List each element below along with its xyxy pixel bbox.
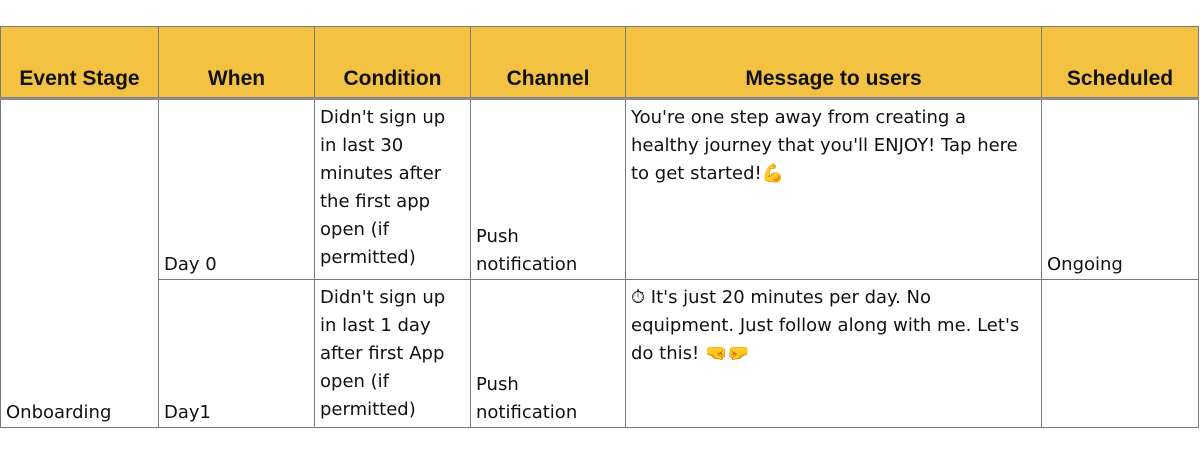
header-condition[interactable]: Condition — [315, 27, 471, 99]
cell-channel[interactable]: Push notification — [471, 280, 626, 428]
header-event-stage[interactable]: Event Stage — [1, 27, 159, 99]
cell-event-stage[interactable]: Onboarding — [1, 280, 159, 428]
cell-channel[interactable]: Push notification — [471, 99, 626, 280]
cell-scheduled[interactable]: Ongoing — [1042, 99, 1199, 280]
table-row — [1, 99, 1199, 280]
cell-condition[interactable]: Didn't sign up in last 1 day after first App open (if permitted) — [315, 280, 471, 428]
cell-event-stage[interactable] — [1, 99, 159, 280]
header-message[interactable]: Message to users — [626, 27, 1042, 99]
cell-message[interactable]: You're one step away from creating a healthy journey that you'll ENJOY! Tap here to get started!💪 — [626, 99, 1042, 280]
cell-condition[interactable]: Didn't sign up in last 30 minutes after the first app open (if permitted) — [315, 99, 471, 280]
cell-when[interactable]: Day 0 — [159, 99, 315, 280]
cell-scheduled[interactable] — [1042, 280, 1199, 428]
cell-message[interactable]: ⏱ It's just 20 minutes per day. No equipment. Just follow along with me. Let's do this! 🤜🤛 — [626, 280, 1042, 428]
header-row — [1, 27, 1199, 99]
table-row — [1, 280, 1199, 428]
cell-when[interactable]: Day1 — [159, 280, 315, 428]
engagement-table — [0, 26, 1199, 428]
header-when[interactable]: When — [159, 27, 315, 99]
header-scheduled[interactable]: Scheduled — [1042, 27, 1199, 99]
header-channel[interactable]: Channel — [471, 27, 626, 99]
